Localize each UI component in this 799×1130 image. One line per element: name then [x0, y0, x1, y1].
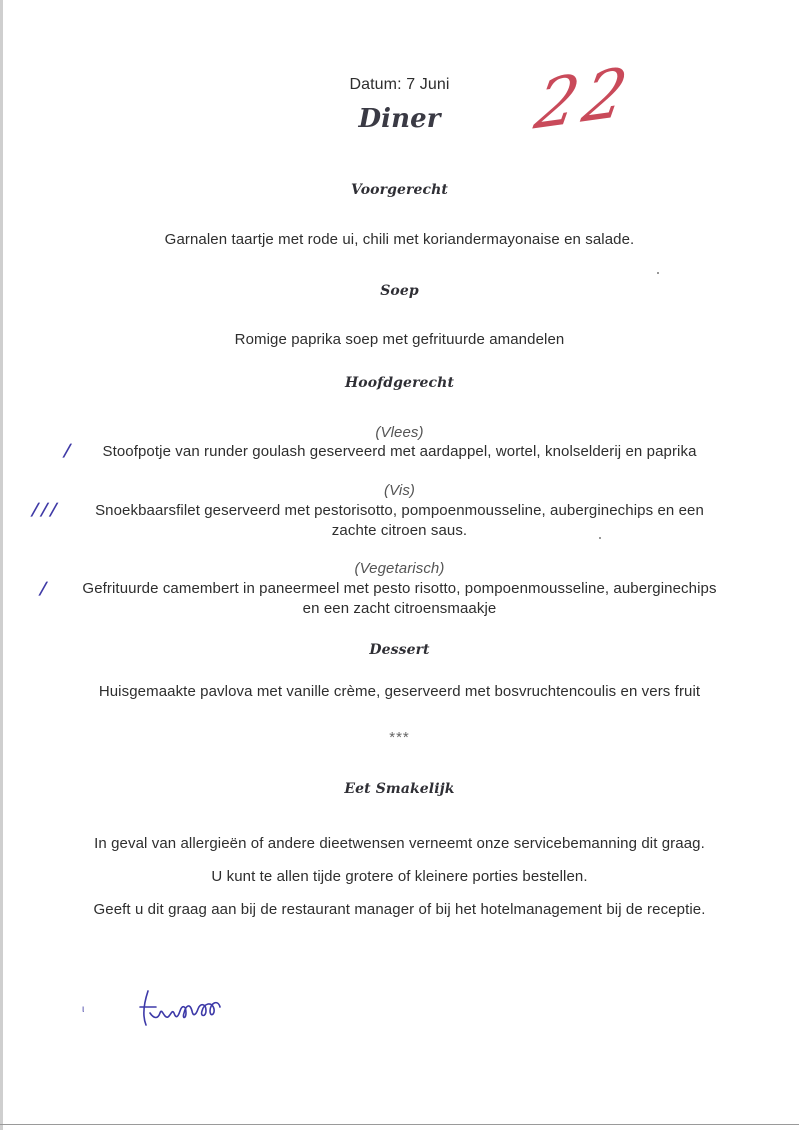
tally-vegetarian: /	[37, 579, 49, 599]
menu-title: Diner	[358, 104, 441, 134]
tally-fish: ///	[29, 500, 63, 520]
footer-allergies: In geval van allergieën of andere dieetwensen verneemt onze servicebemanning dit graag.	[94, 835, 705, 852]
heading-dessert: Dessert	[369, 642, 430, 658]
fish-description-line2: zachte citroen saus.	[331, 522, 468, 539]
heading-voorgerecht: Voorgerecht	[351, 182, 448, 198]
category-fish: (Vis)	[383, 482, 416, 499]
tally-meat: /	[61, 441, 73, 461]
category-meat: (Vlees)	[375, 424, 424, 441]
soup-description: Romige paprika soep met gefrituurde amandelen	[234, 331, 565, 348]
starter-description: Garnalen taartje met rode ui, chili met koriandermayonaise en salade.	[164, 231, 635, 248]
pen-mark: ι	[82, 1004, 85, 1015]
heading-hoofdgerecht: Hoofdgerecht	[344, 375, 455, 391]
scan-edge-bottom	[0, 1124, 799, 1125]
vegetarian-description-line1: Gefrituurde camembert in paneermeel met pesto risotto, pompoenmousseline, auberginechips	[82, 580, 717, 597]
footer-contact: Geeft u dit graag aan bij de restaurant manager of bij het hotelmanagement bij de receptie.	[93, 901, 706, 918]
vegetarian-description-line2: en een zacht citroensmaakje	[302, 600, 497, 617]
meat-description: Stoofpotje van runder goulash geserveerd met aardappel, wortel, knolselderij en paprika	[102, 443, 697, 460]
closing-eet-smakelijk: Eet Smakelijk	[344, 781, 455, 797]
dessert-description: Huisgemaakte pavlova met vanille crème, geserveerd met bosvruchtencoulis en vers fruit	[98, 683, 701, 700]
handwritten-number: 22	[529, 51, 639, 146]
heading-soep: Soep	[380, 283, 419, 299]
footer-portions: U kunt te allen tijde grotere of kleinere porties bestellen.	[211, 868, 588, 885]
category-vegetarian: (Vegetarisch)	[354, 560, 445, 577]
menu-date: Datum: 7 Juni	[349, 76, 450, 93]
fish-description-line1: Snoekbaarsfilet geserveerd met pestorisotto, pompoenmousseline, auberginechips en een	[95, 502, 704, 519]
handwritten-signature	[130, 985, 230, 1035]
separator-stars: ***	[389, 729, 410, 746]
scan-speck	[599, 537, 601, 539]
scan-speck	[657, 272, 659, 274]
